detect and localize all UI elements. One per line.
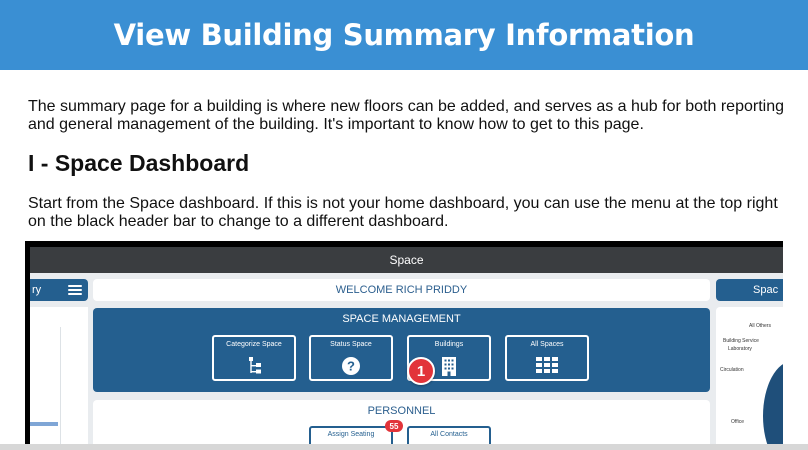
pie-label: All Others — [749, 323, 771, 329]
building-icon — [442, 357, 456, 376]
right-panel-header[interactable] — [716, 279, 783, 301]
grid-icon — [536, 357, 558, 373]
right-panel-label: Spac — [753, 284, 779, 296]
question-icon — [342, 357, 360, 375]
all-spaces-tile[interactable] — [505, 335, 589, 381]
personnel-title: PERSONNEL — [367, 405, 436, 417]
dashboard-screenshot — [25, 241, 783, 450]
pie-label: Office — [731, 419, 744, 425]
categorize-space-tile[interactable] — [212, 335, 296, 381]
tile-label: All Contacts — [430, 431, 468, 438]
right-panel-body — [716, 307, 783, 450]
tile-label: Assign Seating — [327, 431, 375, 438]
callout-number-badge: 1 — [407, 357, 435, 385]
hierarchy-icon — [246, 357, 262, 375]
tile-label: Categorize Space — [226, 341, 282, 348]
svg-text:?: ? — [347, 358, 355, 374]
banner — [0, 0, 808, 70]
tile-label: Buildings — [434, 341, 464, 348]
app-header — [30, 247, 783, 273]
space-management-panel — [93, 308, 710, 392]
status-space-tile[interactable] — [309, 335, 393, 381]
page-title: View Building Summary Information — [113, 18, 695, 52]
left-panel-body — [30, 307, 88, 450]
left-panel-header[interactable] — [30, 279, 88, 301]
pie-label: Laboratory — [728, 346, 752, 352]
pie-label: Building Service — [723, 338, 759, 344]
tile-label: All Spaces — [530, 341, 564, 348]
welcome-banner: WELCOME RICH PRIDDY — [93, 279, 710, 301]
app-header-title: Space — [389, 253, 424, 267]
pie-chart — [763, 361, 783, 450]
left-panel-bar — [30, 422, 58, 426]
seating-count-badge: 55 — [385, 420, 403, 432]
hamburger-menu-icon[interactable] — [68, 285, 82, 295]
section-heading: I - Space Dashboard — [28, 150, 250, 176]
instruction-paragraph: Start from the Space dashboard. If this is not your home dashboard, you can use the menu at the top right on the black header bar to change to a different dashboard. — [28, 195, 778, 230]
intro-paragraph: The summary page for a building is where new floors can be added, and serves as a hub for both reporting and general management of the building. It's important to know how to get to this page. — [28, 98, 784, 133]
horizontal-scrollbar[interactable] — [0, 444, 808, 450]
space-management-title: SPACE MANAGEMENT — [342, 313, 461, 325]
left-panel-label: ry — [32, 284, 42, 296]
space-dashboard — [30, 247, 783, 450]
pie-label: Circulation — [720, 367, 744, 373]
tile-label: Status Space — [330, 341, 372, 348]
left-panel-divider — [60, 327, 61, 450]
